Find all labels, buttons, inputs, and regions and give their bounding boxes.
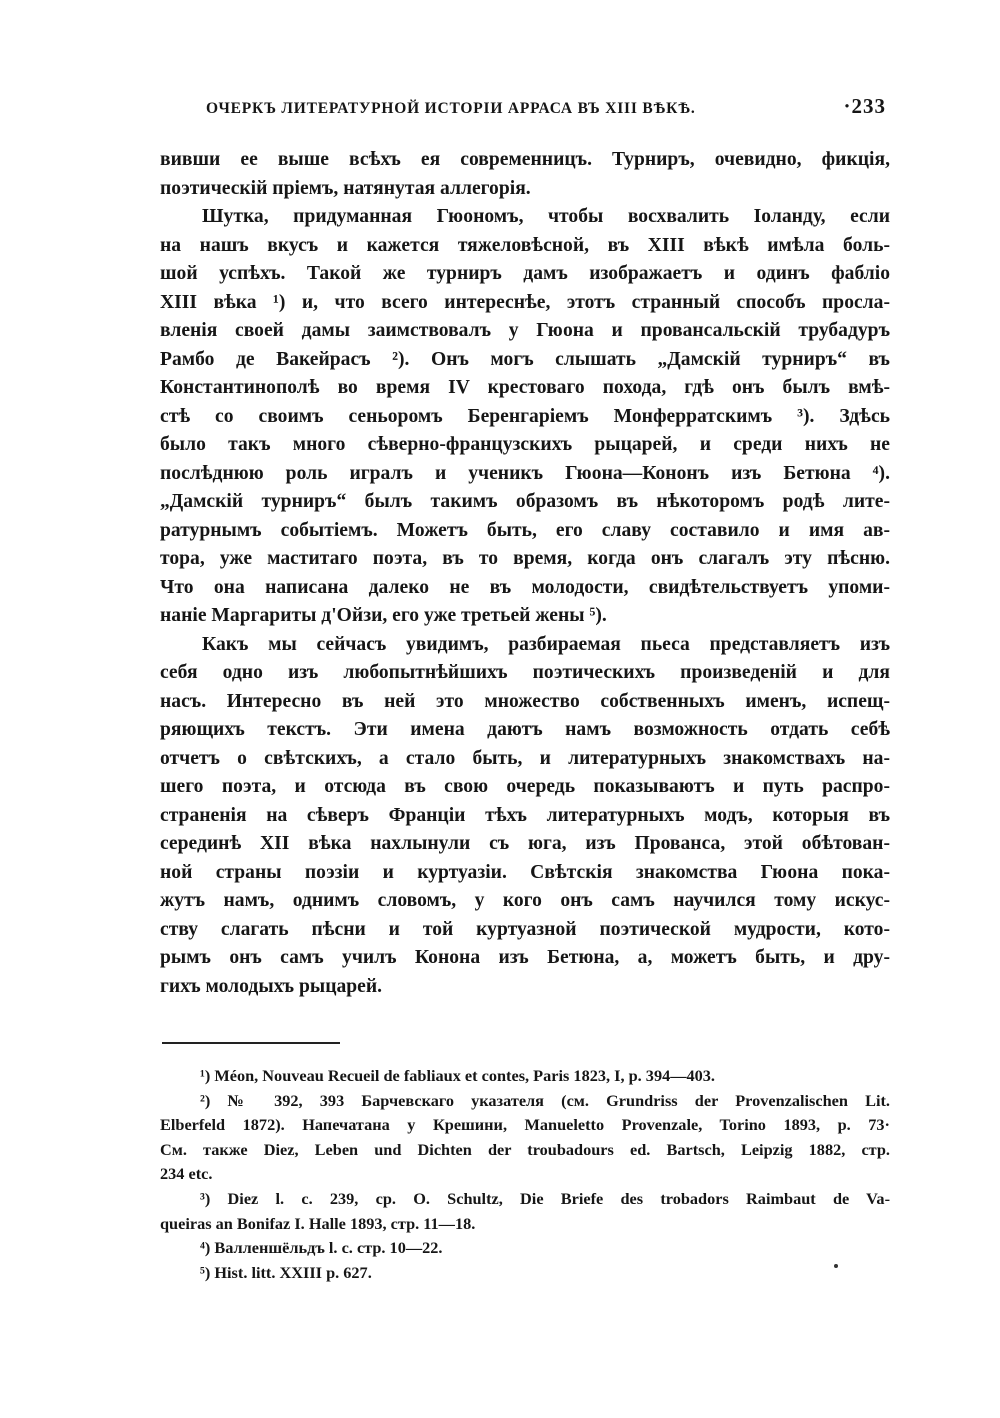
body-line: рымъ онъ самъ училъ Конона изъ Бетюна, а, можетъ быть, и дру- (160, 947, 890, 968)
running-head (206, 94, 886, 119)
body-line: гихъ молодыхъ рыцарей. (160, 975, 383, 997)
body-line: Шутка, придуманная Гюономъ, чтобы восхвалить Іоланду, если (202, 206, 890, 227)
body-line: ству слагать пѣсни и той куртуазной поэтической мудрости, кото- (160, 918, 890, 940)
page-number: ·233 (843, 94, 886, 118)
body-line: Что она написана далеко не въ молодости, свидѣтельствуетъ упоми- (160, 576, 890, 598)
body-line: „Дамскій турниръ“ былъ такимъ образомъ въ нѣкоторомъ родѣ лите- (160, 491, 890, 512)
body-line: серединѣ XII вѣка нахлынули съ юга, изъ Прованса, этой обѣтован- (160, 833, 890, 854)
body-line: поэтическій пріемъ, натянутая аллегорія. (160, 177, 531, 199)
running-head-title: ОЧЕРКЪ ЛИТЕРАТУРНОЙ ИСТОРІИ АРРАСА ВЪ XIII ВѢКѢ. (206, 100, 696, 117)
footnote-line: ⁴) Валленшёльдъ l. c. стр. 10—22. (200, 1238, 443, 1258)
body-line: вленія своей дамы заимствовалъ у Гюона и провансальскій трубадуръ (160, 320, 890, 341)
body-line: послѣднюю роль игралъ и ученикъ Гюона—Кононъ изъ Бетюна ⁴). (160, 462, 890, 484)
body-line: шой успѣхъ. Такой же турниръ дамъ изображаетъ и одинъ фабліо (160, 263, 890, 284)
body-line: стѣ со своимъ сеньоромъ Беренгаріемъ Монферратскимъ ³). Здѣсь (160, 405, 890, 427)
footnote-line: 234 etc. (160, 1164, 213, 1184)
body-line: страненія на сѣверъ Франціи тѣхъ литературныхъ модъ, которыя въ (160, 804, 890, 826)
footnote-line: ¹) Méon, Nouveau Recueil de fabliaux et contes, Paris 1823, I, p. 394—403. (200, 1066, 715, 1085)
body-line: Какъ мы сейчасъ увидимъ, разбираемая пьеса представляетъ изъ (202, 633, 890, 655)
body-line: Рамбо де Вакейрасъ ²). Онъ могъ слышать „Дамскій турниръ“ въ (160, 348, 890, 370)
footnote-line: См. также Diez, Leben und Dichten der troubadours ed. Bartsch, Leipzig 1882, стр. (160, 1139, 890, 1159)
footnote-line: ³) Diez l. c. 239, ср. O. Schultz, Die Briefe des trobadors Raimbaut de Va- (200, 1188, 890, 1208)
body-line: было такъ много сѣверно-французскихъ рыцарей, и среди нихъ не (160, 434, 890, 455)
body-line: насъ. Интересно въ ней это множество собственныхъ именъ, испещ- (160, 690, 890, 712)
body-line: ратурнымъ событіемъ. Можетъ быть, его славу составило и имя ав- (160, 519, 890, 541)
footnote-rule (162, 1042, 340, 1044)
body-line: ной страны поэзіи и куртуазіи. Свѣтскія знакомства Гюона пока- (160, 861, 890, 883)
footnote-line: ⁵) Hist. litt. XXIII p. 627. (200, 1262, 372, 1282)
body-line: жутъ намъ, однимъ словомъ, у кого онъ самъ научился тому искус- (160, 890, 890, 911)
ink-speck (834, 1264, 838, 1268)
body-text (160, 146, 890, 1001)
body-line: шего поэта, и отсюда въ свою очередь показываютъ и путь распро- (160, 776, 890, 797)
body-line: на нашъ вкусъ и кажется тяжеловѣсной, въ XIII вѣкѣ имѣла боль- (160, 234, 890, 256)
footnotes (160, 1064, 890, 1285)
body-line: вивши ее выше всѣхъ ея современницъ. Турниръ, очевидно, фикція, (160, 149, 890, 170)
body-line: ряющихъ текстъ. Эти имена даютъ намъ возможность отдать себѣ (160, 719, 890, 740)
footnote-line: queiras an Bonifaz I. Halle 1893, стр. 11—18. (160, 1213, 476, 1233)
footnote-line: ²) № 392, 393 Барчевскаго указателя (см. Grundriss der Provenzalischen Lit. (200, 1090, 890, 1110)
body-line: себя одно изъ любопытнѣйшихъ поэтическихъ произведеній и для (160, 662, 890, 683)
body-line: Константинополѣ во время IV крестоваго похода, гдѣ онъ былъ вмѣ- (160, 377, 890, 398)
body-line: XIII вѣка ¹) и, что всего интереснѣе, этотъ странный способъ просла- (160, 291, 890, 313)
footnote-line: Elberfeld 1872). Напечатана у Крешини, Manueletto Provenzale, Torino 1893, p. 73· (160, 1115, 890, 1135)
body-line: отчетъ о свѣтскихъ, а стало быть, и литературныхъ знакомствахъ на- (160, 747, 890, 769)
body-line: наніе Маргариты д'Ойзи, его уже третьей жены ⁵). (160, 605, 607, 626)
body-line: тора, уже маститаго поэта, въ то время, когда онъ слагалъ эту пѣсню. (160, 548, 890, 569)
